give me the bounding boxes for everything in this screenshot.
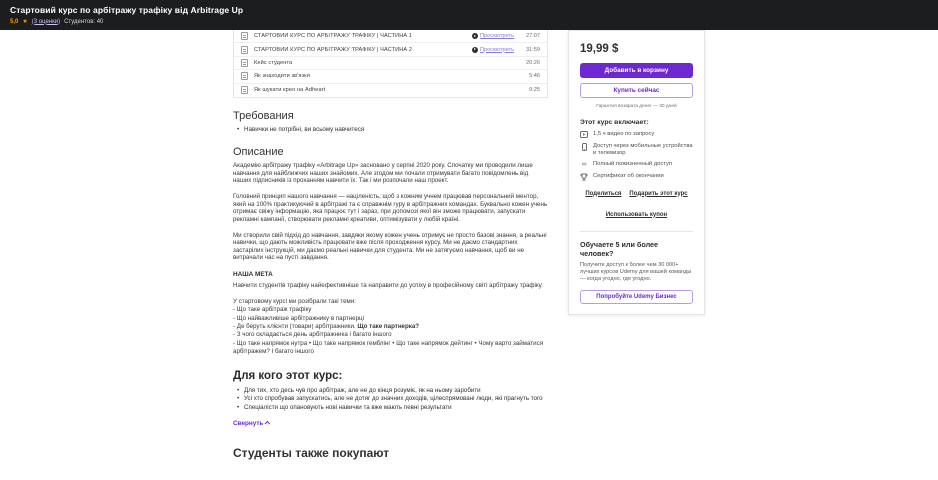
main-column [233,30,548,460]
coupon-row [580,203,693,221]
business-promo [580,231,693,304]
topic-line: - Що таке арбітраж трафіку [233,306,312,314]
description-section [233,146,548,356]
apply-coupon-link[interactable]: Использовать купон [605,211,668,218]
play-circle-icon [472,33,478,39]
lecture-title: Кейс студента [254,59,293,66]
requirements-heading: Требования [233,109,294,122]
lecture-row[interactable] [234,57,547,70]
requirement-item: • Навички не потрібні, ви всьому навчитеся [233,126,548,134]
lecture-title: Як шукати крео на Adheart [254,87,326,94]
includes-heading: Этот курс включает: [580,119,649,126]
include-text: Полный пожизненный доступ [593,161,673,167]
lecture-title: Як знаходити зв'язки [254,73,310,80]
document-icon [241,32,248,40]
students-count: Студентов: 40 [64,18,104,25]
business-text: Получите доступ к более чем 30 000+ лучших курсов Udemy для вашей команды — когда угодно, где угодно. [580,261,692,282]
description-heading: Описание [233,146,284,159]
description-paragraph: Ми створили свій підхід до навчання, завдяки якому кожен учень отримує не просто базові знання, а реальні навички, що дають можливість працювати вже після проходження курсу. Ми не даємо стандартних застарілих інструкцій, ми даємо реальні навички для студента. Ми не затягуємо навчання, щоб ви не витрачали час на пусті завдання. [233,232,547,262]
collapse-link[interactable] [233,420,270,427]
include-item [580,143,693,157]
lecture-duration: 9:25 [529,87,540,94]
topic-line: - Що найважливіше арбітражнику в партнерці [233,314,364,322]
rating-value: 5,0 [10,18,19,25]
infinity-icon: ∞ [581,161,587,168]
include-item [580,161,693,168]
trophy-icon [580,173,588,181]
course-meta [10,18,928,25]
topic-line-text: - Де беруть клієнти (товари) арбітражники. [233,322,358,330]
audience-list [233,387,548,412]
share-link[interactable]: Поделиться [585,190,622,197]
lecture-row[interactable] [234,70,547,83]
document-icon [241,59,248,67]
topic-line [233,323,548,331]
lecture-duration: 5:46 [529,73,540,80]
lecture-row[interactable] [234,30,547,43]
document-icon [241,72,248,80]
lecture-title: СТАРТОВИЙ КУРС ПО АРБІТРАЖУ ТРАФІКУ | ЧАСТИНА 2 [254,46,413,53]
collapse-label: Свернуть [233,419,264,427]
include-text: Доступ через мобильные устройства и телевизор [593,142,693,156]
chevron-up-icon [265,421,271,427]
money-back-guarantee: Гарантия возврата денег — 30 дней [596,104,677,109]
course-header [0,0,938,30]
topic-line: - З чого складається день арбітражника і багато іншого [233,331,392,339]
document-icon [241,46,248,54]
add-to-cart-button[interactable]: Добавить в корзину [580,63,693,78]
goal-heading: НАША МЕТА [233,270,273,278]
share-row [580,191,693,197]
topics-list [233,298,548,356]
lecture-duration: 20:26 [526,59,540,66]
lecture-duration: 31:59 [526,46,540,53]
purchase-sidebar [568,30,705,315]
description-paragraph: Головний принцип нашого навчання — націленість, щоб з кожним учнем працював персональний ментор, який на 100% практикуючий в арбітражі та є справжнім гуру в арбітражних командах. Буквально кожен учень отримає свіжу інформацію, яка працює тут і зараз, при допомозі якої він зможе працювати, запускати рекламні кампанії, створювати рекламні креативи, оптимізувати у любій країні. [233,193,548,223]
audience-item: • Спеціалісти що опановують нові навички та вже мають певні результати [233,404,548,412]
requirements-list [233,126,548,134]
mobile-icon [580,143,588,151]
description-paragraph: Академію арбітражу трафіку «Arbitrage Up» засновано у серпні 2020 року. Спочатку ми проводили лише навчання для найближчих наших знайомих. Але згодом ми почали отримувати багато повідомлень від наших підписників із проханням навчити їх. Так і ми розпочали наш проект. [233,162,533,184]
document-icon [241,86,248,94]
buy-now-button[interactable]: Купить сейчас [580,83,693,98]
topic-line: - Що таке напрямок нутра • Що таке напрямок гемблінг • Що таке напрямок дейтинг • Чому варто займатися арбітражем? І багато іншого [233,339,544,355]
goal-text: Навчити студентів трафіку найефективніше та направити до успіху в професійному світі арбітражу трафіку. [233,281,543,289]
ratings-count-link[interactable]: (3 оценки) [31,18,61,25]
students-also-buy-heading: Студенты также покупают [233,445,390,460]
video-icon [580,131,588,138]
audience-heading: Для кого этот курс: [233,370,343,383]
audience-item: • Усі хто спробував запускатись, але не дотяг до значних доходів, цілеспрямовані люди, які прагнуть того [233,395,548,403]
lecture-duration: 27:07 [526,33,540,40]
preview-link[interactable] [472,33,514,39]
topics-intro: У стартовому курсі ми розібрали такі теми: [233,298,356,306]
topic-line-bold: Що таке партнерка? [357,322,420,330]
include-item [580,131,693,138]
preview-link[interactable] [472,47,514,53]
include-text: 1,5 ч видео по запросу [593,131,655,137]
preview-label: Просмотреть [480,46,514,53]
course-title: Стартовий курс по арбітражу трафіку від Arbitrage Up [10,5,244,15]
include-text: Сертификат об окончании [593,172,664,179]
curriculum-panel [233,30,548,98]
play-circle-icon [472,47,478,53]
star-icon: ★ [22,19,28,25]
gift-course-link[interactable]: Подарить этот курс [629,190,688,197]
include-item [580,173,693,181]
course-price: 19,99 $ [580,43,619,55]
preview-label: Просмотреть [480,33,514,40]
lecture-row[interactable] [234,84,547,97]
lecture-row[interactable] [234,43,547,56]
lecture-title: СТАРТОВИЙ КУРС ПО АРБІТРАЖУ ТРАФІКУ | ЧАСТИНА 1 [254,33,413,40]
business-heading: Обучаете 5 или более человек? [580,239,659,258]
try-udemy-business-button[interactable]: Попробуйте Udemy Бизнес [580,290,693,304]
audience-item: • Для тих, хто десь чув про арбітраж, але не до кінця розуміє, як на ньому заробити [233,387,548,395]
